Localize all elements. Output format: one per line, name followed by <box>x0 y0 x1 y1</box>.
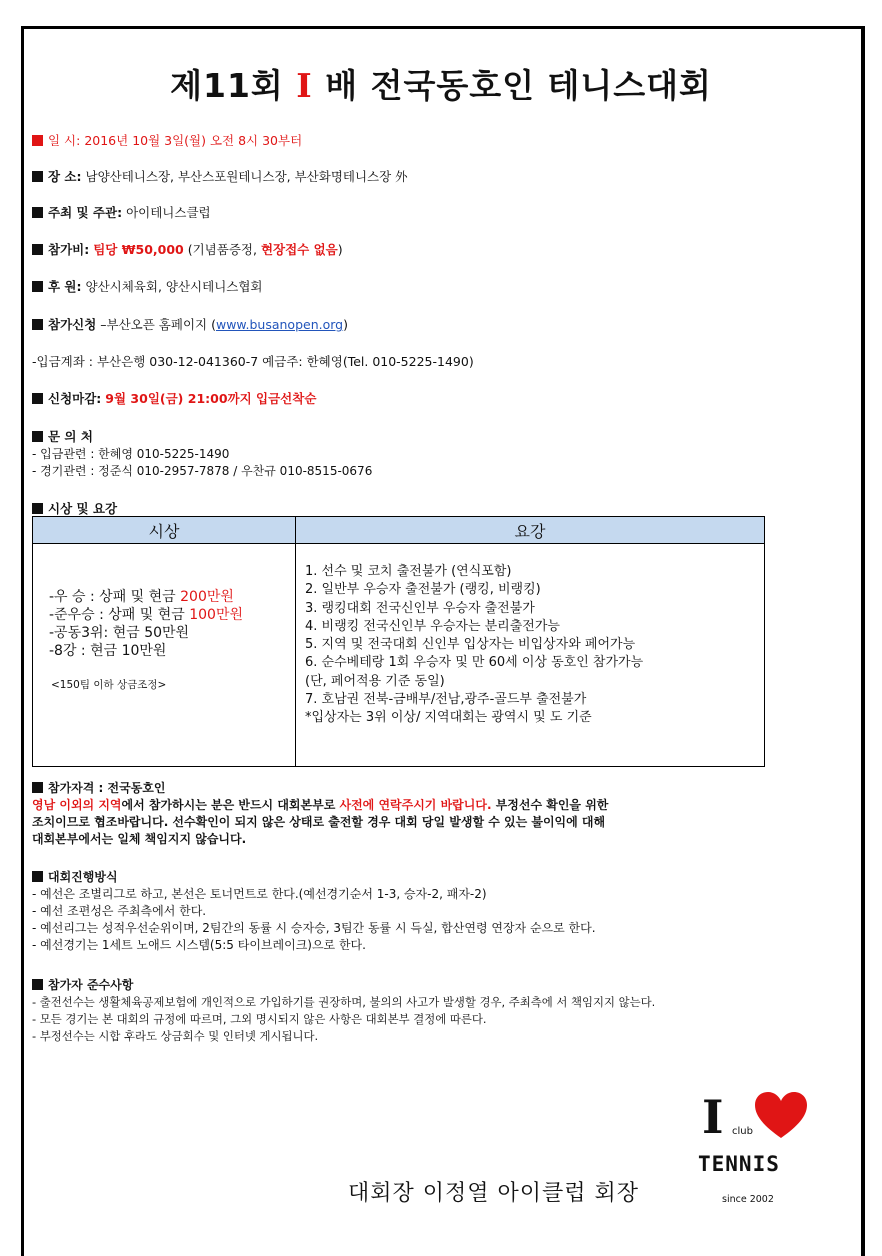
eligibility-line: 조치이므로 협조바랍니다. 선수확인이 되지 않은 상태로 출전할 경우 대회 당일 발생할 수 있는 불이익에 대해 <box>32 815 606 829</box>
prize-item: -준우승 : 상패 및 현금 100만원 <box>49 607 243 623</box>
logo-tennis-text: TENNIS <box>698 1152 780 1176</box>
host-value: 아이테니스클럽 <box>126 205 211 220</box>
procedure-line: - 예선은 조별리그로 하고, 본선은 토너먼트로 한다.(예선경기순서 1-3, 승자-2, 패자-2) <box>32 887 487 901</box>
bullet-square-icon <box>32 135 43 146</box>
host-line <box>32 203 211 221</box>
fee-onsite: 현장접수 없음 <box>260 242 338 257</box>
sponsor-line <box>32 277 263 295</box>
bullet-square-icon <box>32 503 43 514</box>
compliance-line: - 부정선수는 시합 후라도 상금회수 및 인터넷 게시됩니다. <box>32 1029 319 1043</box>
deadline-label: 신청마감: <box>48 391 102 406</box>
eligibility-heading <box>32 780 608 797</box>
fee-label: 참가비: <box>48 242 90 257</box>
eligibility-line: 영남 이외의 지역에서 참가하시는 분은 반드시 대회본부로 사전에 연락주시기 바랍니다. 부정선수 확인을 위한 <box>32 798 609 812</box>
host-label: 주최 및 주관: <box>48 205 123 220</box>
bullet-square-icon <box>32 782 43 793</box>
fee-line <box>32 240 343 258</box>
table-header-row <box>33 517 765 544</box>
title-suffix: 배 전국동호인 테니스대회 <box>312 66 712 105</box>
bullet-square-icon <box>32 281 43 292</box>
account-line: -입금계좌 : 부산은행 030-12-041360-7 예금주: 한혜영(Tel. 010-5225-1490) <box>32 354 474 369</box>
prize-item: -8강 : 현금 10만원 <box>49 643 167 659</box>
bullet-square-icon <box>32 207 43 218</box>
apply-line <box>32 315 348 333</box>
prize-list <box>49 588 295 660</box>
rules-list <box>305 563 764 728</box>
column-header-rules: 요강 <box>296 517 765 544</box>
venue-value: 남양산테니스장, 부산스포원테니스장, 부산화명테니스장 外 <box>85 169 408 184</box>
bullet-square-icon <box>32 393 43 404</box>
compliance-line: - 출전선수는 생활체육공제보험에 개인적으로 가입하기를 권장하며, 불의의 사고가 발생할 경우, 주최측에 서 책임지지 않는다. <box>32 995 656 1009</box>
rule-item: 4. 비랭킹 전국신인부 우승자는 분리출전가능 <box>305 618 560 634</box>
fee-open: (기념품증정, <box>183 242 261 257</box>
compliance-line: - 모든 경기는 본 대회의 규정에 따르며, 그외 명시되지 않은 사항은 대회본부 결정에 따른다. <box>32 1012 487 1026</box>
rule-item: 3. 랭킹대회 전국신인부 우승자 출전불가 <box>305 600 535 616</box>
rule-item: (단, 페어적용 기준 동일) <box>305 673 445 689</box>
deadline-value: 9월 30일(금) 21:00까지 입금선착순 <box>105 391 317 406</box>
apply-value: –부산오픈 홈페이지 ( <box>96 317 216 332</box>
bullet-square-icon <box>32 319 43 330</box>
bullet-square-icon <box>32 431 43 442</box>
procedure-line: - 예선리그는 성적우선순위이며, 2팀간의 동률 시 승자승, 3팀간 동률 시 득실, 합산연령 연장자 순으로 한다. <box>32 921 596 935</box>
awards-table <box>32 516 765 767</box>
logo-club-text: club <box>732 1126 753 1137</box>
logo-i: I <box>702 1090 724 1144</box>
inquiry-heading <box>32 427 93 445</box>
page-title <box>0 60 882 107</box>
prize-item: -우 승 : 상패 및 현금 200만원 <box>49 589 234 605</box>
prize-cell <box>33 544 296 767</box>
column-header-prize: 시상 <box>33 517 296 544</box>
homepage-link[interactable]: www.busanopen.org <box>215 317 344 332</box>
venue-line <box>32 167 408 185</box>
bullet-square-icon <box>32 171 43 182</box>
rule-item: *입상자는 3위 이상/ 지역대회는 광역시 및 도 기준 <box>305 710 592 726</box>
procedure-line: - 예선 조편성은 주최측에서 한다. <box>32 904 207 918</box>
eligibility-label: 참가자격 : 전국동호인 <box>48 781 166 795</box>
prize-note: <150팀 이하 상금조정> <box>51 679 167 691</box>
venue-label: 장 소: <box>48 169 82 184</box>
fee-close: ) <box>337 242 343 257</box>
eligibility-line: 대회본부에서는 일체 책임지지 않습니다. <box>32 832 247 846</box>
rule-item: 5. 지역 및 전국대회 신인부 입상자는 비입상자와 페어가능 <box>305 637 636 653</box>
prize-item: -공동3위: 현금 50만원 <box>49 625 190 641</box>
rules-cell <box>296 544 765 767</box>
bullet-square-icon <box>32 979 43 990</box>
table-row <box>33 544 765 767</box>
awards-label: 시상 및 요강 <box>48 501 118 516</box>
rule-item: 6. 순수베테랑 1회 우승자 및 만 60세 이상 동호인 참가가능 <box>305 655 644 671</box>
logo-since-text: since 2002 <box>722 1194 774 1205</box>
organizer-signature: 대회장 이정열 아이클럽 회장 <box>348 1181 640 1206</box>
schedule-line <box>32 131 302 149</box>
compliance-section <box>32 977 655 1045</box>
procedure-label: 대회진행방식 <box>48 870 118 884</box>
inquiry-label: 문 의 처 <box>48 429 93 444</box>
compliance-label: 참가자 준수사항 <box>48 978 134 992</box>
rule-item: 1. 선수 및 코치 출전불가 (연식포함) <box>305 564 512 579</box>
compliance-heading <box>32 977 655 994</box>
rule-item: 2. 일반부 우승자 출전불가 (랭킹, 비랭킹) <box>305 582 541 598</box>
schedule-value: 2016년 10월 3일(월) 오전 8시 30부터 <box>84 133 303 148</box>
deadline-line <box>32 389 316 407</box>
sponsor-label: 후 원: <box>48 279 82 294</box>
inquiry-line: - 경기관련 : 정준식 010-2957-7878 / 우찬규 010-8515-0676 <box>32 464 373 478</box>
sponsor-value: 양산시체육회, 양산시테니스협회 <box>85 279 263 294</box>
fee-amount: 팀당 ₩50,000 <box>93 242 184 257</box>
heart-icon <box>754 1092 808 1140</box>
bullet-square-icon <box>32 244 43 255</box>
awards-heading <box>32 499 117 517</box>
title-accent: I <box>296 66 313 105</box>
procedure-section <box>32 869 596 954</box>
inquiry-line: - 입금관련 : 한혜영 010-5225-1490 <box>32 447 230 461</box>
schedule-label: 일 시: <box>48 133 81 148</box>
bullet-square-icon <box>32 871 43 882</box>
rule-item: 7. 호남권 전북-금배부/전남,광주-골드부 출전불가 <box>305 692 587 708</box>
eligibility-section <box>32 780 608 848</box>
club-logo <box>698 1092 818 1212</box>
title-prefix: 제11회 <box>170 66 297 105</box>
procedure-heading <box>32 869 596 886</box>
apply-close: ) <box>343 317 348 332</box>
procedure-line: - 예선경기는 1세트 노애드 시스템(5:5 타이브레이크)으로 한다. <box>32 938 366 952</box>
apply-label: 참가신청 <box>48 317 97 332</box>
